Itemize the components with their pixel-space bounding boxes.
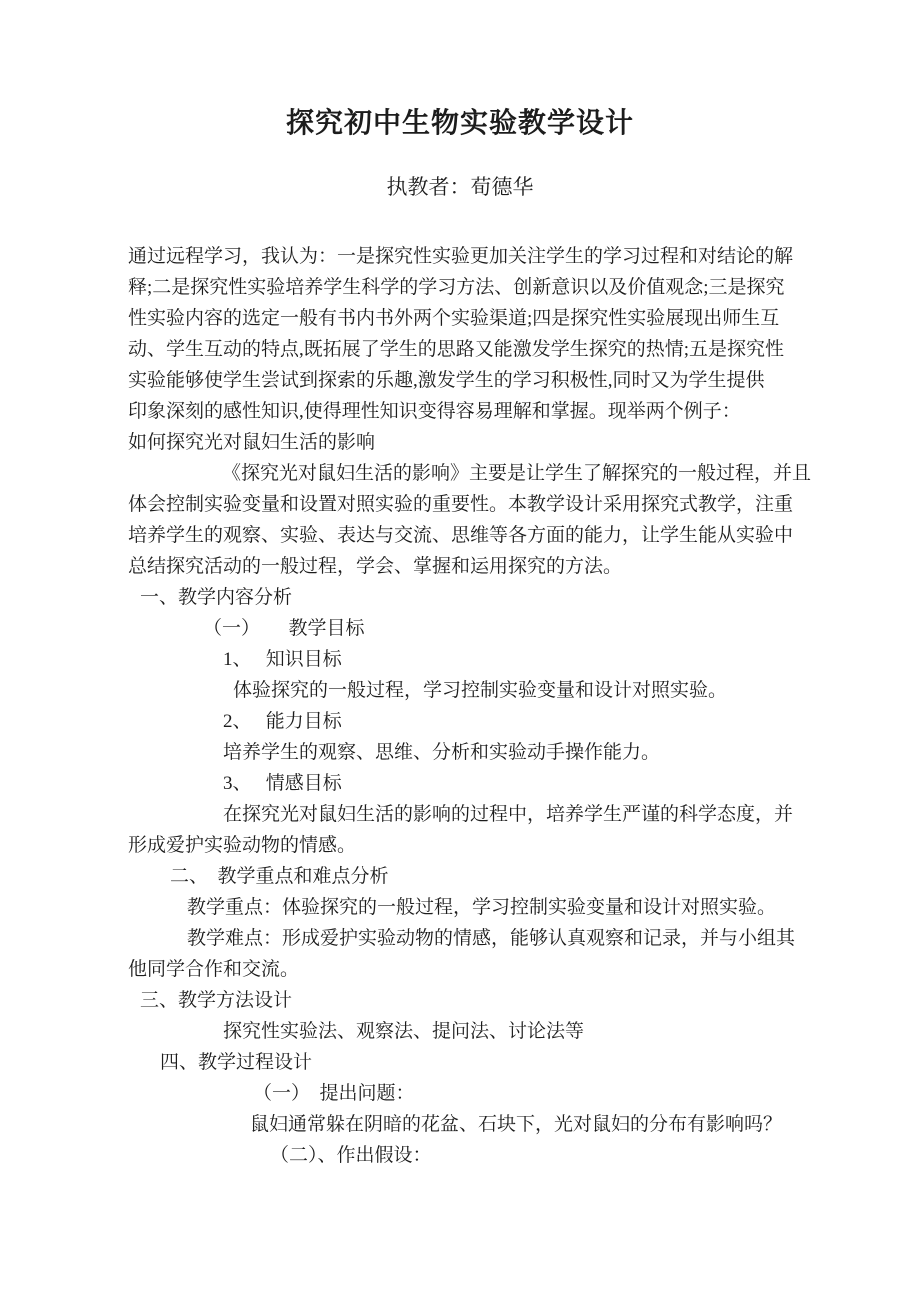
document-line: 教学重点：体验探究的一般过程，学习控制实验变量和设计对照实验。 [187, 897, 777, 918]
document-line: 2、 能力目标 [223, 711, 342, 732]
document-line: 鼠妇通常躲在阴暗的花盆、石块下，光对鼠妇的分布有影响吗？ [250, 1114, 783, 1135]
page-title: 探究初中生物实验教学设计 [285, 108, 634, 139]
document-line: 探究性实验法、观察法、提问法、讨论法等 [223, 1021, 585, 1042]
document-line: 他同学合作和交流。 [128, 959, 300, 980]
document-line: 性实验内容的选定一般有书内书外两个实验渠道;四是探究性实验展现出师生互 [128, 308, 780, 329]
document-line: 培养学生的观察、思维、分析和实验动手操作能力。 [223, 742, 661, 763]
document-line: 实验能够使学生尝试到探索的乐趣,激发学生的学习积极性,同时又为学生提供 [128, 370, 765, 391]
document-line: 体会控制实验变量和设置对照实验的重要性。本教学设计采用探究式教学，注重 [128, 494, 794, 515]
document-line: 二、 教学重点和难点分析 [170, 866, 389, 887]
document-line: 一、教学内容分析 [140, 587, 293, 608]
document-line: 培养学生的观察、实验、表达与交流、思维等各方面的能力，让学生能从实验中 [128, 525, 794, 546]
document-byline: 执教者：荀德华 [386, 175, 534, 199]
document-line: 如何探究光对鼠妇生活的影响 [128, 432, 376, 453]
document-line: 在探究光对鼠妇生活的影响的过程中，培养学生严谨的科学态度，并 [223, 804, 794, 825]
document-line: 印象深刻的感性知识,使得理性知识变得容易理解和掌握。现举两个例子： [128, 401, 741, 422]
document-line: 总结探究活动的一般过程，学会、掌握和运用探究的方法。 [128, 556, 623, 577]
document-line: 教学难点：形成爱护实验动物的情感，能够认真观察和记录，并与小组其 [187, 928, 796, 949]
document-line: 四、教学过程设计 [160, 1052, 313, 1073]
document-line: 动、学生互动的特点,既拓展了学生的思路又能激发学生探究的热情;五是探究性 [128, 339, 785, 360]
document-line: 1、 知识目标 [223, 649, 342, 670]
document-line: 释;二是探究性实验培养学生科学的学习方法、创新意识以及价值观念;三是探究 [128, 277, 785, 298]
document-line: （二）、作出假设： [270, 1145, 432, 1166]
document-body [128, 241, 812, 1171]
document-line: （一） 教学目标 [203, 618, 365, 639]
document-line: （一） 提出问题： [253, 1083, 415, 1104]
document-line: 体验探究的一般过程，学习控制实验变量和设计对照实验。 [233, 680, 728, 701]
document-line: 《探究光对鼠妇生活的影响》主要是让学生了解探究的一般过程，并且 [222, 463, 812, 484]
document-line: 三、教学方法设计 [140, 990, 293, 1011]
document-line: 3、 情感目标 [223, 773, 342, 794]
document-line: 通过远程学习，我认为：一是探究性实验更加关注学生的学习过程和对结论的解 [128, 246, 794, 267]
document-line: 形成爱护实验动物的情感。 [128, 835, 357, 856]
